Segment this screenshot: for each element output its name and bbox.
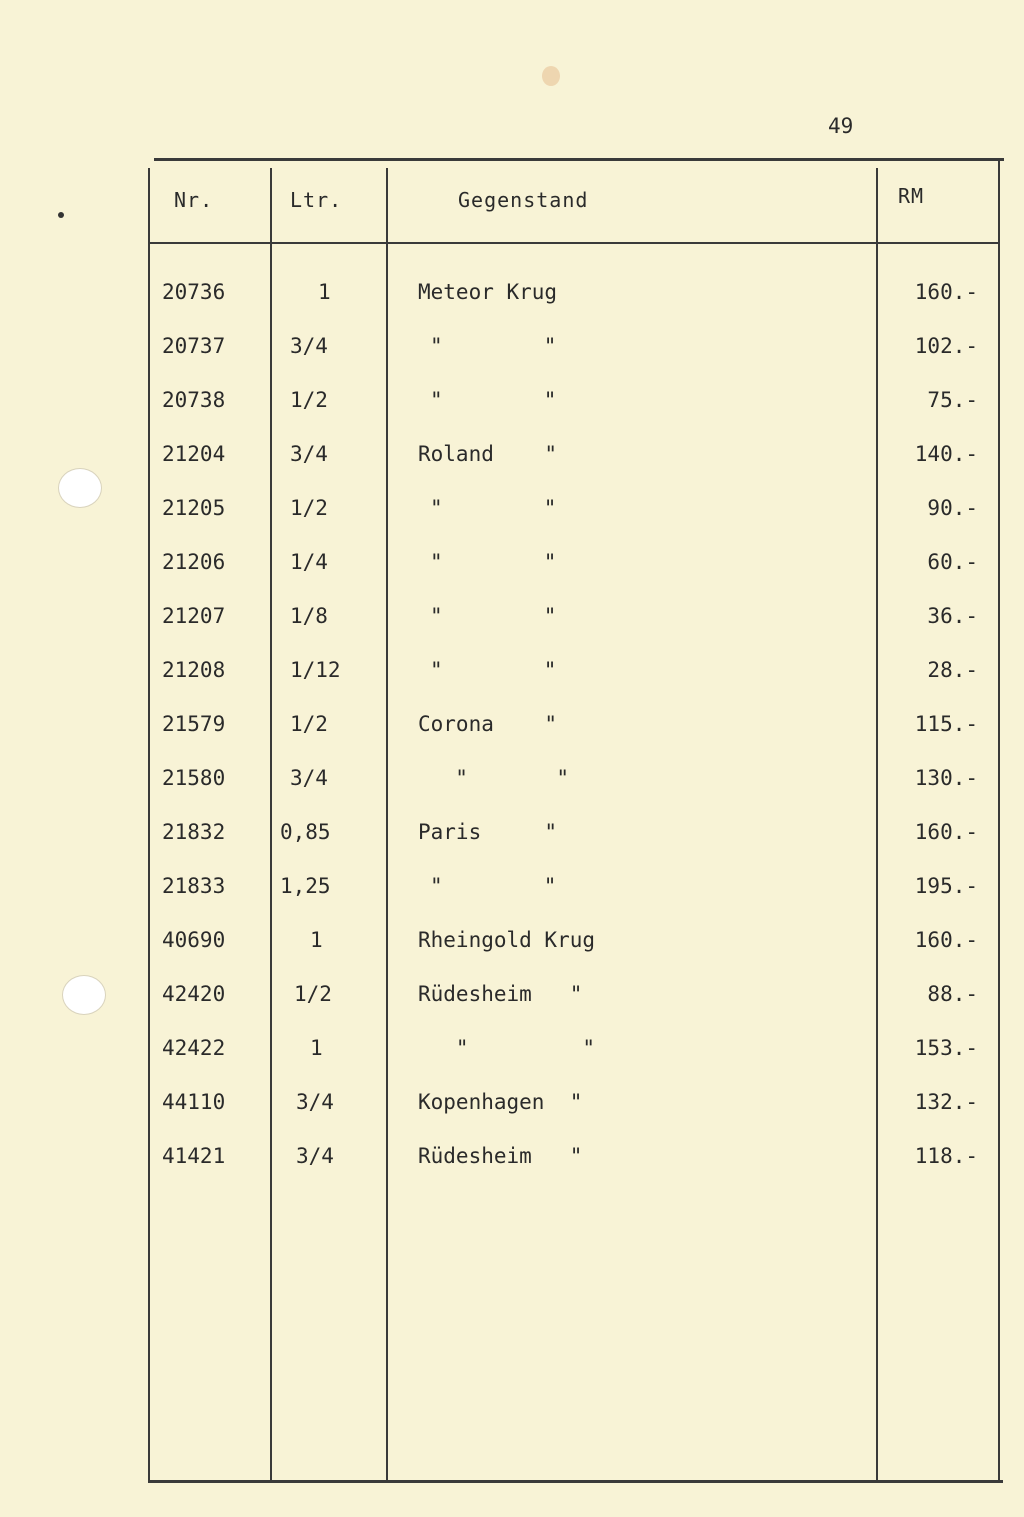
cell-ltr: 3/4 [296,1144,334,1168]
cell-rm: 160.- [914,280,978,304]
table-row [148,550,1003,604]
cell-nr: 41421 [162,1144,226,1168]
cell-gegenstand: " " [430,550,557,574]
table-row [148,604,1003,658]
cell-ltr: 1 [310,928,323,952]
cell-ltr: 1/2 [294,982,332,1006]
cell-rm: 160.- [914,928,978,952]
table-row [148,388,1003,442]
cell-nr: 21832 [162,820,226,844]
cell-rm: 130.- [914,766,978,790]
table-row [148,658,1003,712]
cell-ltr: 3/4 [290,334,328,358]
header-gegenstand: Gegenstand [458,188,589,212]
cell-nr: 21580 [162,766,226,790]
cell-ltr: 1/8 [290,604,328,628]
cell-rm: 132.- [914,1090,978,1114]
cell-rm: 36.- [927,604,978,628]
cell-ltr: 1/12 [290,658,341,682]
cell-nr: 21206 [162,550,226,574]
cell-gegenstand: " " [430,334,557,358]
cell-gegenstand: Meteor Krug [418,280,558,304]
cell-rm: 28.- [927,658,978,682]
cell-gegenstand: " " [430,766,570,790]
cell-nr: 42420 [162,982,226,1006]
header-rm: RM [898,184,925,208]
cell-ltr: 3/4 [290,442,328,466]
cell-ltr: 1/2 [290,712,328,736]
cell-nr: 20736 [162,280,226,304]
cell-gegenstand: " " [430,658,557,682]
cell-gegenstand: Roland " [418,442,558,466]
cell-ltr: 1/4 [290,550,328,574]
cell-gegenstand: Rüdesheim " [418,982,583,1006]
cell-nr: 21205 [162,496,226,520]
cell-gegenstand: " " [430,874,557,898]
table-row [148,334,1003,388]
cell-rm: 75.- [927,388,978,412]
cell-nr: 44110 [162,1090,226,1114]
cell-nr: 42422 [162,1036,226,1060]
paper-stain [542,66,560,86]
cell-gegenstand: Rheingold Krug [418,928,596,952]
cell-nr: 40690 [162,928,226,952]
punch-hole [62,975,106,1015]
table-row [148,874,1003,928]
table-row [148,1090,1003,1144]
cell-rm: 153.- [914,1036,978,1060]
cell-gegenstand: Kopenhagen " [418,1090,583,1114]
bottom-rule [148,1480,1003,1483]
cell-nr: 21204 [162,442,226,466]
cell-ltr: 0,85 [280,820,331,844]
cell-ltr: 1/2 [290,496,328,520]
cell-rm: 118.- [914,1144,978,1168]
table-row [148,982,1003,1036]
cell-gegenstand: Rüdesheim " [418,1144,583,1168]
cell-rm: 160.- [914,820,978,844]
table-row [148,820,1003,874]
punch-hole [58,468,102,508]
ledger-table [148,158,1003,1483]
table-row [148,1144,1003,1198]
cell-nr: 21833 [162,874,226,898]
table-row [148,280,1003,334]
cell-nr: 21207 [162,604,226,628]
cell-nr: 20738 [162,388,226,412]
cell-ltr: 1/2 [290,388,328,412]
table-row [148,928,1003,982]
cell-ltr: 3/4 [296,1090,334,1114]
cell-gegenstand: " " [418,1036,596,1060]
cell-gegenstand: Corona " [418,712,558,736]
ink-dot [58,212,64,218]
cell-ltr: 1 [318,280,331,304]
cell-ltr: 3/4 [290,766,328,790]
cell-gegenstand: " " [430,388,557,412]
top-rule [154,158,1004,161]
cell-rm: 102.- [914,334,978,358]
table-row [148,766,1003,820]
table-row [148,712,1003,766]
cell-rm: 195.- [914,874,978,898]
cell-nr: 20737 [162,334,226,358]
cell-nr: 21208 [162,658,226,682]
cell-nr: 21579 [162,712,226,736]
cell-ltr: 1 [310,1036,323,1060]
cell-gegenstand: " " [430,604,557,628]
cell-gegenstand: " " [430,496,557,520]
cell-rm: 60.- [927,550,978,574]
cell-rm: 88.- [927,982,978,1006]
table-row [148,442,1003,496]
page-number: 49 [828,114,854,138]
cell-ltr: 1,25 [280,874,331,898]
table-row [148,496,1003,550]
table-row [148,1036,1003,1090]
cell-rm: 140.- [914,442,978,466]
header-ltr: Ltr. [290,188,343,212]
cell-rm: 115.- [914,712,978,736]
cell-gegenstand: Paris " [418,820,558,844]
header-rule [150,242,1000,244]
header-nr: Nr. [174,188,214,212]
cell-rm: 90.- [927,496,978,520]
